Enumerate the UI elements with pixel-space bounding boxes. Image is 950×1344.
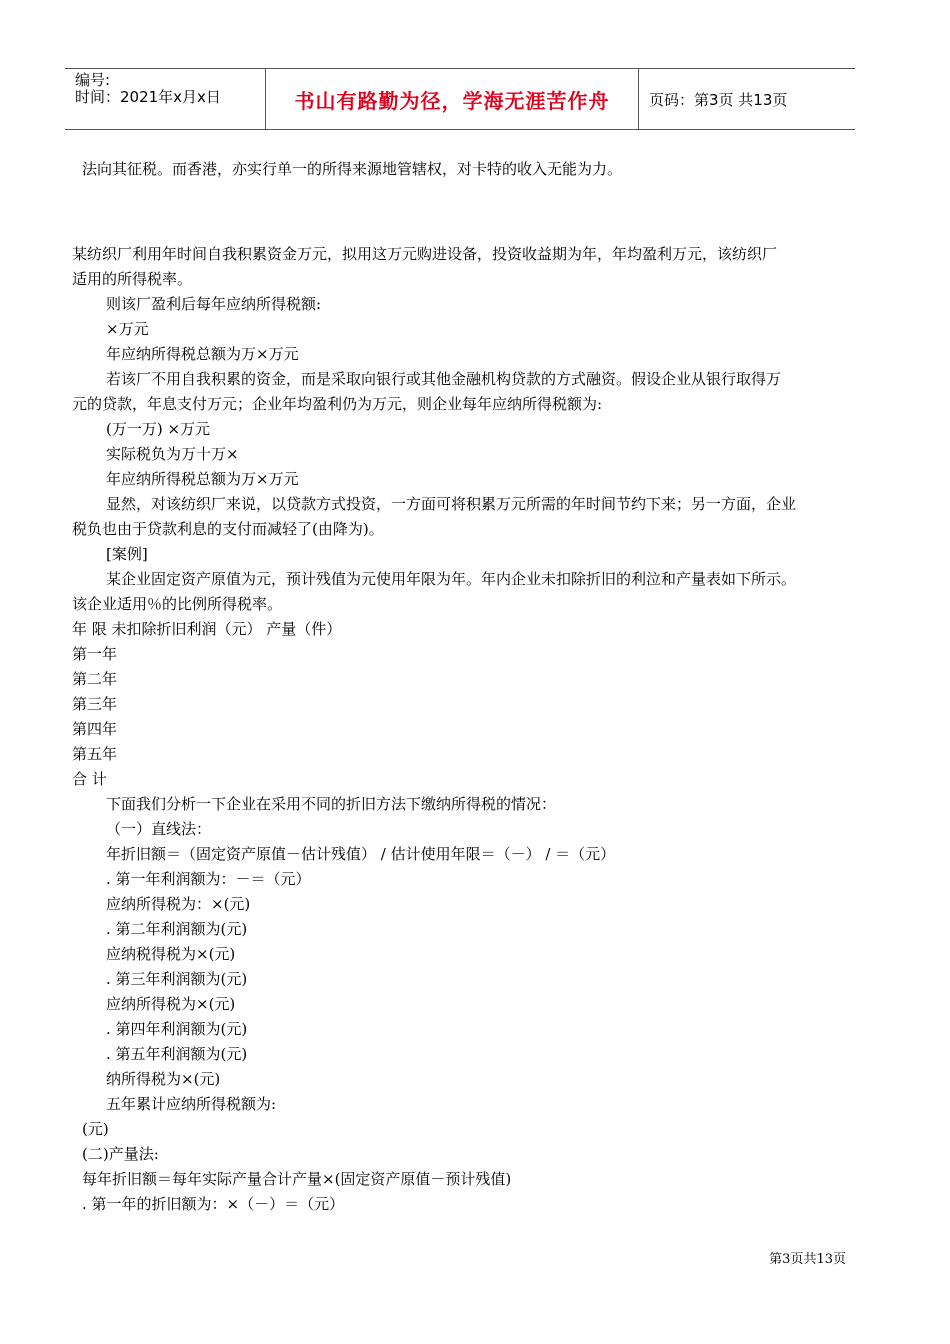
body-line: 五年累计应纳所得税额为: [106,1095,277,1113]
serial-label: 编号: [75,71,111,89]
body-line: (万一万) ×万元 [106,420,211,438]
motto-text: 书山有路勤为径，学海无涯苦作舟 [294,88,610,113]
body-line: 应纳所得税为：×(元) [106,895,251,913]
table-row-label: 第三年 [72,695,118,713]
table-row-label: 第一年 [72,645,118,663]
time-label: 时间：2021年x月x日 [75,88,221,106]
body-line: 应纳税得税为×(元) [106,945,236,963]
body-line: 该企业适用％的比例所得税率。 [72,595,283,613]
body-line: 若该厂不用自我积累的资金，而是采取向银行或其他金融机构贷款的方式融资。假设企业从银行取得万 [106,370,782,388]
table-row-label: 第二年 [72,670,118,688]
body-line: 年折旧额＝（固定资产原值－估计残值） / 估计使用年限＝（－） / ＝（元） [106,845,616,863]
body-line: 实际税负为万十万× [106,445,239,463]
body-line: 某企业固定资产原值为元，预计残值为元使用年限为年。年内企业未扣除折旧的利泣和产量表如下所示。 [106,570,797,588]
table-header-line: 年 限 未扣除折旧利润（元） 产量（件） [72,620,342,638]
page-footer: 第3页共13页 [769,1252,846,1267]
body-line: 显然，对该纺织厂来说，以贷款方式投资，一方面可将积累万元所需的年时间节约下来；另一方面，企业 [106,495,797,513]
table-row-label: 第五年 [72,745,118,763]
body-line: . 第一年的折旧额为：×（－）＝（元） [82,1195,345,1213]
body-line: 元的贷款，年息支付万元；企业年均盈利仍为万元，则企业每年应纳所得税额为: [72,395,603,413]
body-line: 某纺织厂利用年时间自我积累资金万元，拟用这万元购进设备，投资收益期为年，年均盈利万元，该纺织厂 [72,245,778,263]
body-line: ×万元 [106,320,149,338]
section-heading: （一）直线法： [106,820,212,838]
body-line: . 第二年利润额为(元) [106,920,248,938]
body-line: 应纳所得税为×(元) [106,995,236,1013]
table-row-label: 第四年 [72,720,118,738]
body-line: 法向其征税。而香港，亦实行单一的所得来源地管辖权，对卡特的收入无能为力。 [82,160,623,178]
body-line: 下面我们分析一下企业在采用不同的折旧方法下缴纳所得税的情况： [106,795,557,813]
body-line: 则该厂盈利后每年应纳所得税额: [106,295,322,313]
table-row-label: 合 计 [72,770,107,788]
body-line: . 第四年利润额为(元) [106,1020,248,1038]
body-line: 年应纳所得税总额为万×万元 [106,345,299,363]
page-number-label: 页码：第3页 共13页 [649,90,788,109]
body-line: [案例] [106,545,148,563]
body-line: (元) [82,1120,109,1138]
body-line: . 第五年利润额为(元) [106,1045,248,1063]
body-line: 年应纳所得税总额为万×万元 [106,470,299,488]
body-line: 纳所得税为×(元) [106,1070,221,1088]
body-line: . 第一年利润额为：－＝（元） [106,870,311,888]
body-line: 税负也由于贷款利息的支付而减轻了(由降为)。 [72,520,384,538]
section-heading: (二)产量法: [82,1145,159,1163]
body-line: . 第三年利润额为(元) [106,970,248,988]
body-line: 适用的所得税率。 [72,270,193,288]
body-line: 每年折旧额＝每年实际产量合计产量×(固定资产原值－预计残值) [82,1170,512,1188]
